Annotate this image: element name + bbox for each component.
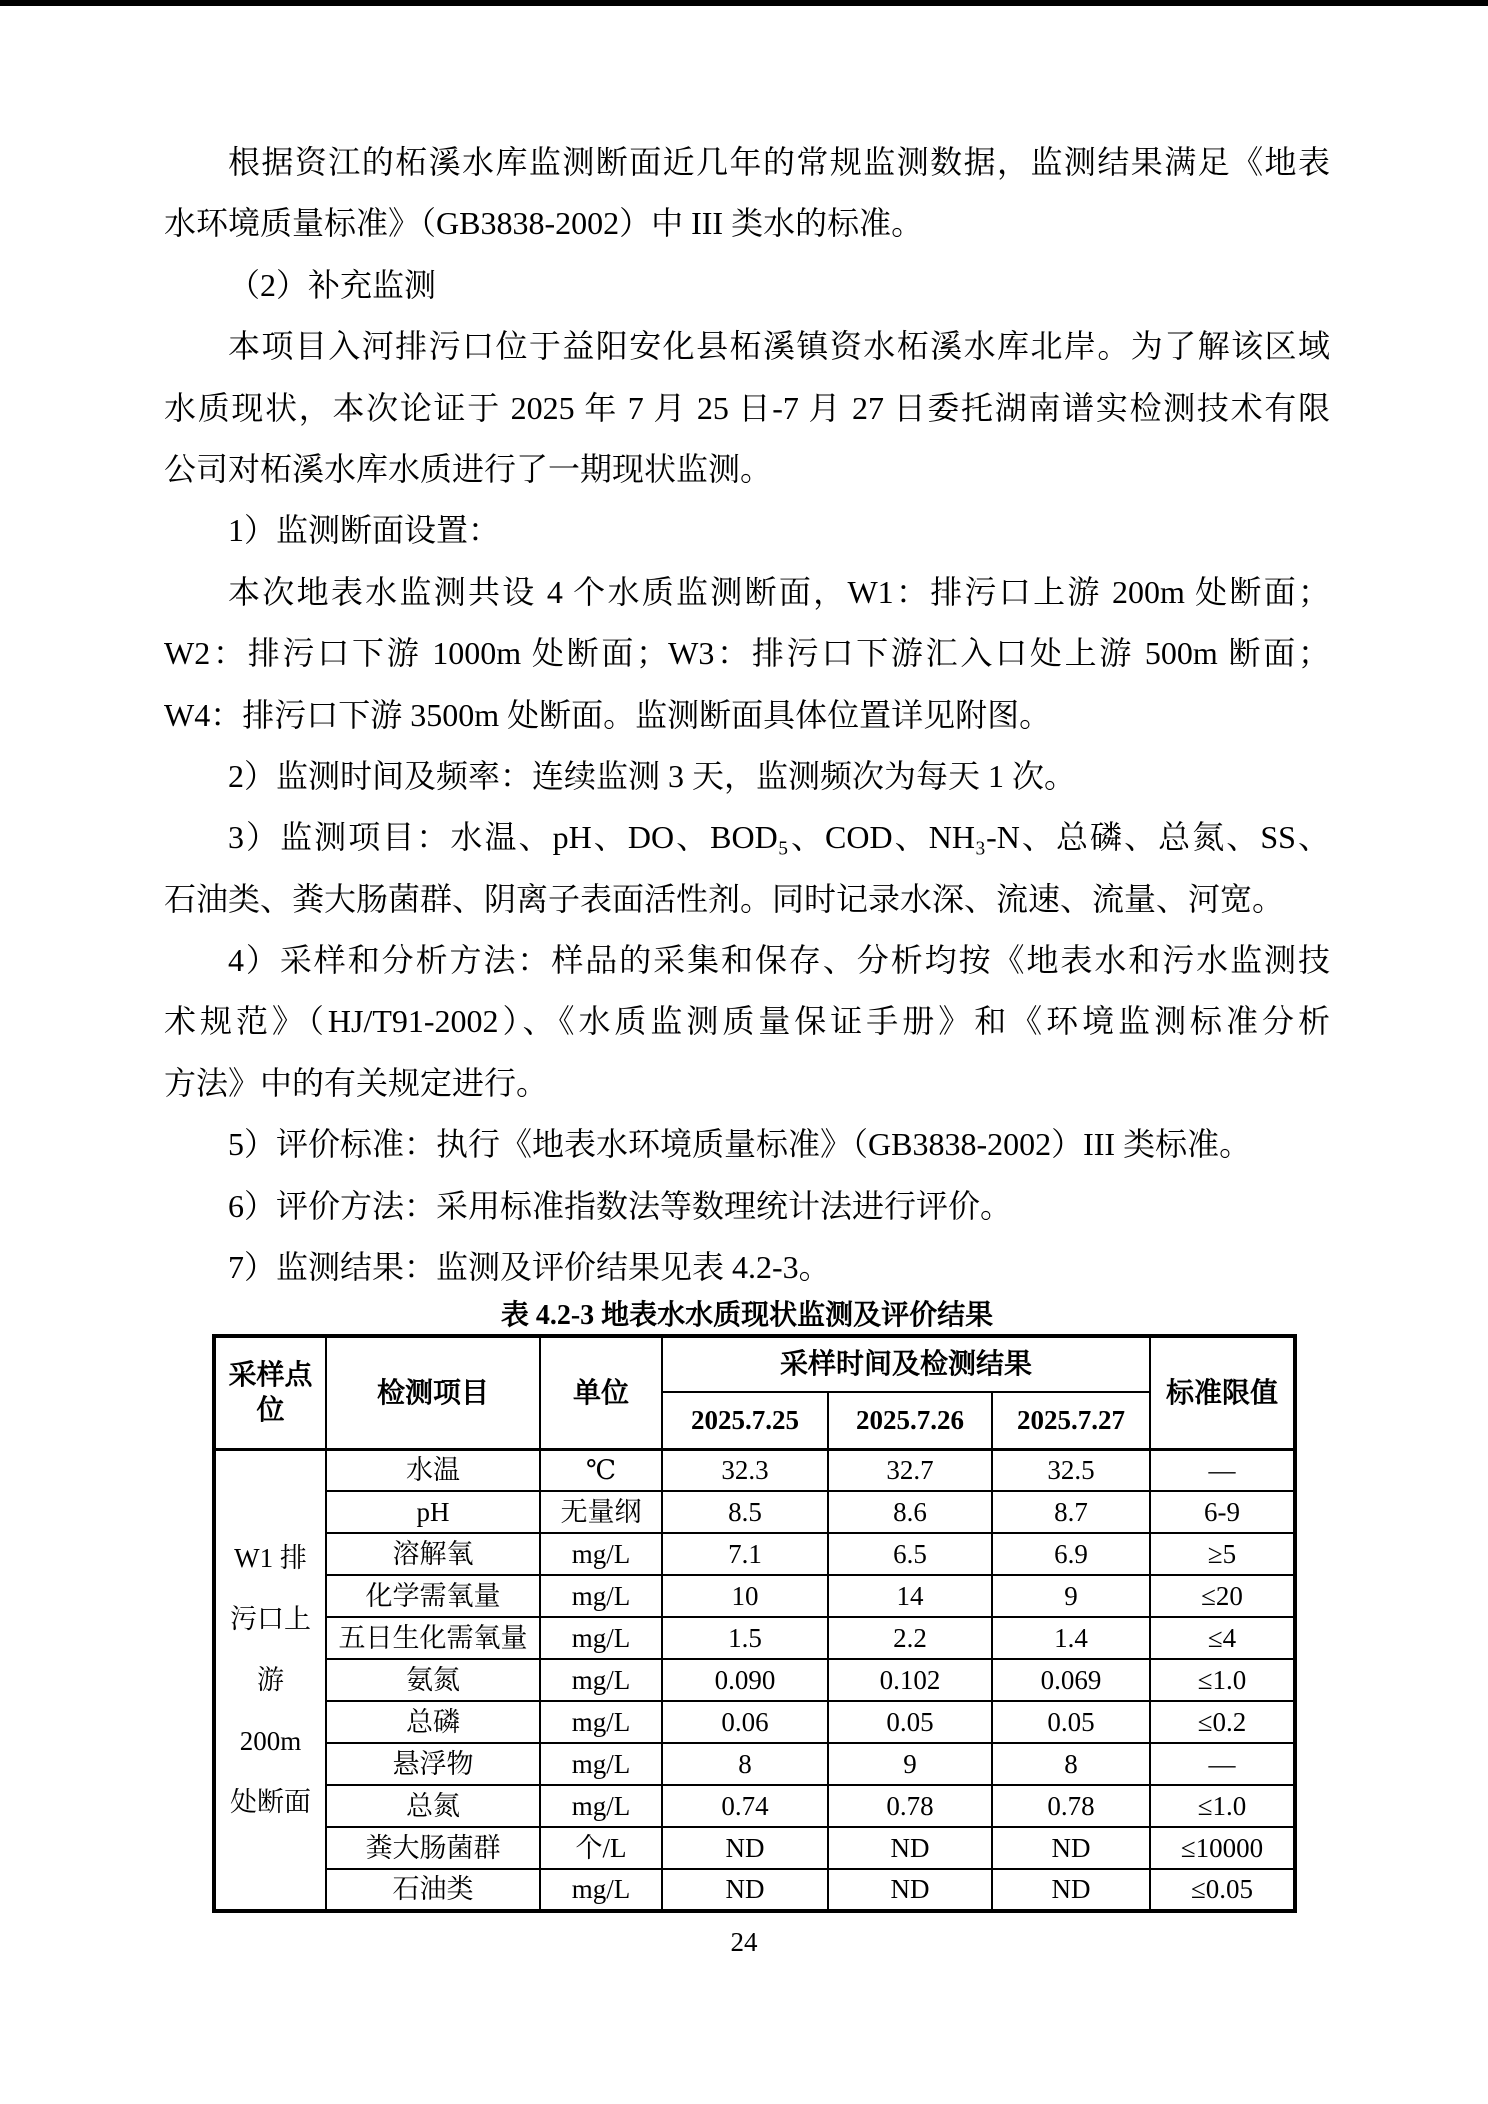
site-label-line: 游 (257, 1664, 284, 1695)
limit-cell: ≤10000 (1150, 1827, 1295, 1869)
body-line: 4）采样和分析方法：样品的采集和保存、分析均按《地表水和污水监测技 (228, 942, 1330, 979)
header-results-group: 采样时间及检测结果 (662, 1336, 1150, 1392)
item-cell: 水温 (326, 1449, 540, 1491)
item-cell: 石油类 (326, 1869, 540, 1911)
header-date: 2025.7.25 (662, 1392, 828, 1449)
value-cell: 0.069 (992, 1659, 1150, 1701)
table-row (214, 1449, 1295, 1491)
value-cell: 0.78 (992, 1785, 1150, 1827)
value-cell: ND (828, 1827, 992, 1869)
unit-cell: 无量纲 (540, 1491, 662, 1533)
body-line: 石油类、粪大肠菌群、阴离子表面活性剂。同时记录水深、流速、流量、河宽。 (164, 880, 1285, 917)
body-line: W2：排污口下游 1000m 处断面；W3：排污口下游汇入口处上游 500m 断面； (164, 635, 1330, 672)
site-label-line: 200m (239, 1725, 302, 1756)
value-cell: 32.3 (662, 1449, 828, 1491)
value-cell: ND (662, 1827, 828, 1869)
value-cell: 0.102 (828, 1659, 992, 1701)
unit-cell: mg/L (540, 1869, 662, 1911)
body-line: （2）补充监测 (228, 266, 437, 303)
site-label-line: 处断面 (230, 1786, 311, 1817)
unit-cell: 个/L (540, 1827, 662, 1869)
body-line: 7）监测结果：监测及评价结果见表 4.2-3。 (228, 1249, 831, 1286)
header-standard-limit: 标准限值 (1150, 1336, 1295, 1449)
limit-cell: ≤1.0 (1150, 1785, 1295, 1827)
table-row (214, 1659, 1295, 1701)
table-row (214, 1575, 1295, 1617)
item-cell: 粪大肠菌群 (326, 1827, 540, 1869)
body-line: 本项目入河排污口位于益阳安化县柘溪镇资水柘溪水库北岸。为了解该区域 (228, 328, 1330, 365)
value-cell: 9 (992, 1575, 1150, 1617)
header-date: 2025.7.26 (828, 1392, 992, 1449)
table-row (214, 1617, 1295, 1659)
item-cell: 溶解氧 (326, 1533, 540, 1575)
value-cell: ND (828, 1869, 992, 1911)
unit-cell: mg/L (540, 1785, 662, 1827)
value-cell: 7.1 (662, 1533, 828, 1575)
value-cell: 32.7 (828, 1449, 992, 1491)
value-cell: 0.74 (662, 1785, 828, 1827)
item-cell: 悬浮物 (326, 1743, 540, 1785)
unit-cell: mg/L (540, 1743, 662, 1785)
limit-cell: ≤0.05 (1150, 1869, 1295, 1911)
table-row (214, 1533, 1295, 1575)
unit-cell: ℃ (540, 1449, 662, 1491)
unit-cell: mg/L (540, 1617, 662, 1659)
site-label-line: W1 排 (234, 1542, 307, 1573)
value-cell: 0.090 (662, 1659, 828, 1701)
limit-cell: ≥5 (1150, 1533, 1295, 1575)
value-cell: 14 (828, 1575, 992, 1617)
body-line: 根据资江的柘溪水库监测断面近几年的常规监测数据，监测结果满足《地表 (228, 144, 1330, 180)
value-cell: 0.06 (662, 1701, 828, 1743)
value-cell: 8.7 (992, 1491, 1150, 1533)
value-cell: 0.05 (828, 1701, 992, 1743)
limit-cell: ≤4 (1150, 1617, 1295, 1659)
value-cell: 8 (992, 1743, 1150, 1785)
value-cell: 6.5 (828, 1533, 992, 1575)
value-cell: 6.9 (992, 1533, 1150, 1575)
table-row (214, 1701, 1295, 1743)
value-cell: 2.2 (828, 1617, 992, 1659)
unit-cell: mg/L (540, 1701, 662, 1743)
body-line: W4：排污口下游 3500m 处断面。监测断面具体位置详见附图。 (164, 696, 1052, 733)
table-row (214, 1827, 1295, 1869)
limit-cell: — (1150, 1743, 1295, 1785)
body-line: 6）评价方法：采用标准指数法等数理统计法进行评价。 (228, 1187, 1013, 1224)
body-line: 公司对柘溪水库水质进行了一期现状监测。 (164, 450, 773, 487)
item-cell: 化学需氧量 (326, 1575, 540, 1617)
body-line: 术规范》（HJ/T91-2002）、《水质监测质量保证手册》和《环境监测标准分析 (164, 1003, 1330, 1040)
table-row (214, 1743, 1295, 1785)
item-cell: pH (326, 1491, 540, 1533)
value-cell: 10 (662, 1575, 828, 1617)
document-body (164, 132, 1330, 1913)
value-cell: 0.78 (828, 1785, 992, 1827)
body-line: 2）监测时间及频率：连续监测 3 天，监测频次为每天 1 次。 (228, 757, 1077, 794)
limit-cell: ≤1.0 (1150, 1659, 1295, 1701)
table-row (214, 1785, 1295, 1827)
limit-cell: 6-9 (1150, 1491, 1295, 1533)
table-row (214, 1869, 1295, 1911)
item-cell: 总磷 (326, 1701, 540, 1743)
page-number: 24 (730, 1927, 758, 1957)
header-date: 2025.7.27 (992, 1392, 1150, 1449)
value-cell: 8.6 (828, 1491, 992, 1533)
water-quality-table (212, 1334, 1297, 1913)
value-cell: 0.05 (992, 1701, 1150, 1743)
header-sampling-site: 采样点位 (214, 1336, 326, 1449)
header-test-item: 检测项目 (326, 1336, 540, 1449)
limit-cell: ≤0.2 (1150, 1701, 1295, 1743)
body-line: 5）评价标准：执行《地表水环境质量标准》（GB3838-2002）III 类标准。 (228, 1126, 1252, 1163)
body-line: 水质现状，本次论证于 2025 年 7 月 25 日-7 月 27 日委托湖南谱实检测技术有限 (164, 389, 1330, 426)
scan-edge-top (0, 0, 1488, 6)
item-cell: 氨氮 (326, 1659, 540, 1701)
value-cell: 9 (828, 1743, 992, 1785)
table-title: 表 4.2-3 地表水水质现状监测及评价结果 (500, 1300, 994, 1332)
table-row (214, 1491, 1295, 1533)
body-line: 1）监测断面设置： (228, 512, 501, 549)
body-line: 本次地表水监测共设 4 个水质监测断面，W1：排污口上游 200m 处断面； (228, 573, 1330, 610)
limit-cell: ≤20 (1150, 1575, 1295, 1617)
site-label-line: 污口上 (230, 1603, 311, 1634)
value-cell: ND (992, 1827, 1150, 1869)
unit-cell: mg/L (540, 1575, 662, 1617)
sampling-site-cell (214, 1449, 326, 1911)
header-unit: 单位 (540, 1336, 662, 1449)
value-cell: ND (992, 1869, 1150, 1911)
body-line: 水环境质量标准》（GB3838-2002）中 III 类水的标准。 (164, 205, 924, 242)
unit-cell: mg/L (540, 1533, 662, 1575)
item-cell: 五日生化需氧量 (326, 1617, 540, 1659)
value-cell: 1.5 (662, 1617, 828, 1659)
value-cell: 32.5 (992, 1449, 1150, 1491)
limit-cell: — (1150, 1449, 1295, 1491)
body-line: 方法》中的有关规定进行。 (164, 1064, 549, 1101)
unit-cell: mg/L (540, 1659, 662, 1701)
value-cell: 8 (662, 1743, 828, 1785)
item-cell: 总氮 (326, 1785, 540, 1827)
value-cell: 8.5 (662, 1491, 828, 1533)
value-cell: 1.4 (992, 1617, 1150, 1659)
value-cell: ND (662, 1869, 828, 1911)
body-line: 3）监测项目：水温、pH、DO、BOD₅、COD、NH₃-N、总磷、总氮、SS、 (228, 819, 1330, 856)
